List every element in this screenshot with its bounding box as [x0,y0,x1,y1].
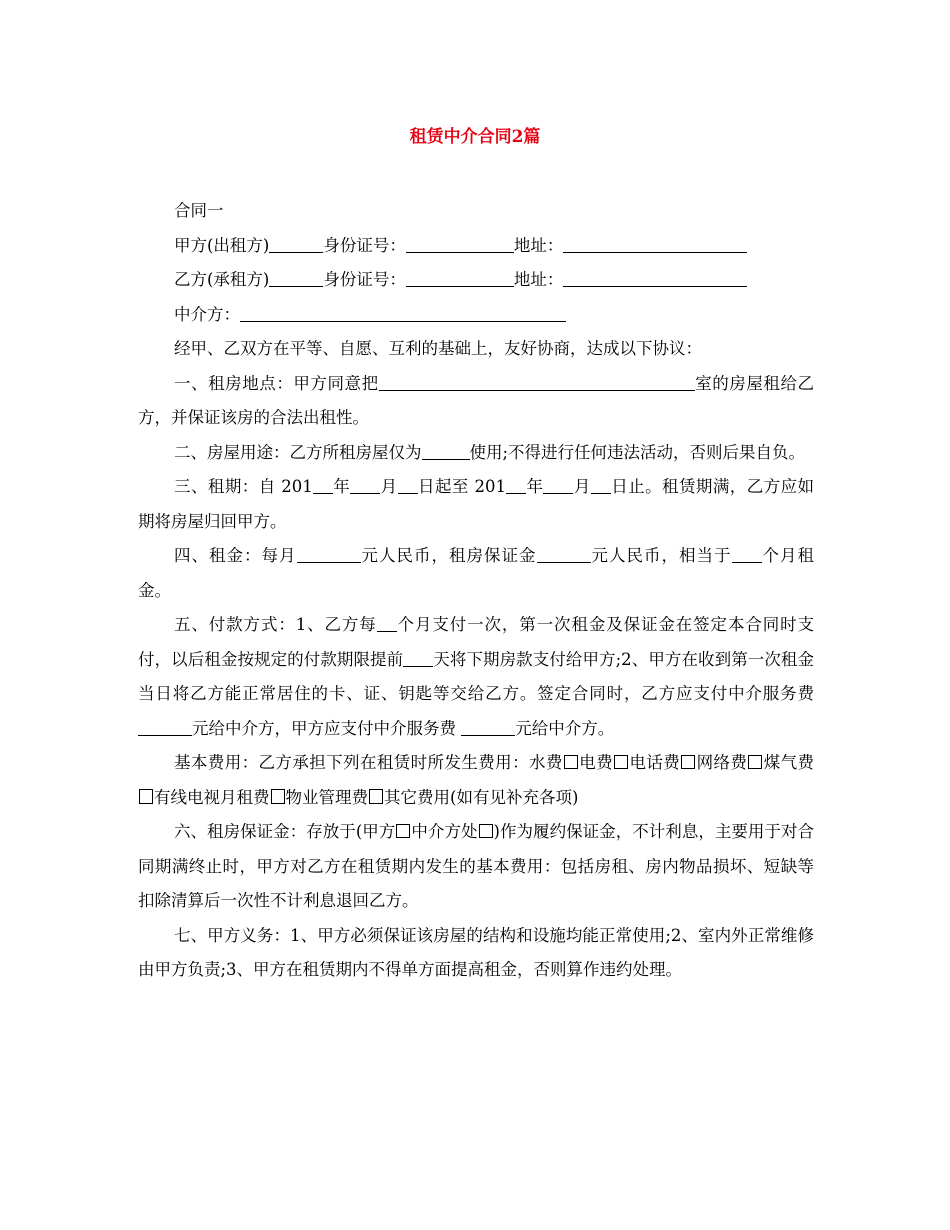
cable-tv-fee-checkbox[interactable] [271,789,285,803]
deposit-agent-checkbox[interactable] [479,824,493,838]
clause-7: 七、甲方义务：1、甲方必须保证该房屋的结构和设施均能正常使用;2、室内外正常维修由甲方负责;3、甲方在租赁期内不得单方面提高租金，否则算作违约处理。 [138,925,814,979]
property-fee-checkbox[interactable] [369,789,383,803]
usage-blank [422,442,470,460]
gas-fee-checkbox[interactable] [139,789,153,803]
network-fee-checkbox[interactable] [748,755,762,769]
clause-4: 四、租金：每月 元人民币，租房保证金 元人民币，相当于 个月租金。 [138,546,814,600]
party-b-address-blank [563,270,747,288]
party-a-address-blank [563,235,747,253]
deposit-party-a-checkbox[interactable] [396,824,410,838]
clause-3: 三、租期：自 201 年 月 日起至 201 年 月 日止。租赁期满，乙方应如期将房屋归回甲方。 [138,477,814,531]
room-blank [379,373,695,391]
party-a-name-blank [269,235,323,253]
preamble: 经甲、乙双方在平等、自愿、互利的基础上，友好协商，达成以下协议： [174,339,702,358]
basic-fees: 基本费用：乙方承担下列在租赁时所发生费用：水费 电费 电话费 网络费 煤气费有线电视月租费 物业管理费 其它费用(如有见补充各项) [138,746,814,815]
party-b-line: 乙方(承租方) 身份证号： 地址： [138,263,814,298]
agent-line: 中介方： [138,298,814,333]
agent-name-blank [240,304,566,322]
party-a-id-blank [406,235,514,253]
electricity-fee-checkbox[interactable] [614,755,628,769]
clause-5: 五、付款方式：1、乙方每 个月支付一次，第一次租金及保证金在签定本合同时支付，以后租金按规定的付款期限提前 天将下期房款支付给甲方;2、甲方在收到第一次租金当日将乙方能正常居住的卡、证、钥匙等交给乙方。签定合同时，乙方应支付中介服务费元给中介方，甲方应支付中介服务费 元给中介方。 [138,615,815,738]
contract-body [138,194,814,988]
party-b-id-blank [406,270,514,288]
clause-1: 一、租房地点：甲方同意把 室的房屋租给乙方，并保证该房的合法出租性。 [138,373,815,427]
party-b-name-blank [269,270,323,288]
water-fee-checkbox[interactable] [564,755,578,769]
contract-heading: 合同一 [174,201,224,220]
party-a-line: 甲方(出租方) 身份证号： 地址： [138,229,814,264]
clause-2: 二、房屋用途：乙方所租房屋仅为 使用;不得进行任何违法活动，否则后果自负。 [174,442,806,462]
document-title: 租赁中介合同2篇 [409,127,541,147]
phone-fee-checkbox[interactable] [681,755,695,769]
clause-6: 六、租房保证金：存放于(甲方 中介方处 )作为履约保证金，不计利息，主要用于对合同期满终止时，甲方对乙方在租赁期内发生的基本费用：包括房租、房内物品损坏、短缺等扣除清算后一次性不计利息退回乙方。 [138,822,815,910]
